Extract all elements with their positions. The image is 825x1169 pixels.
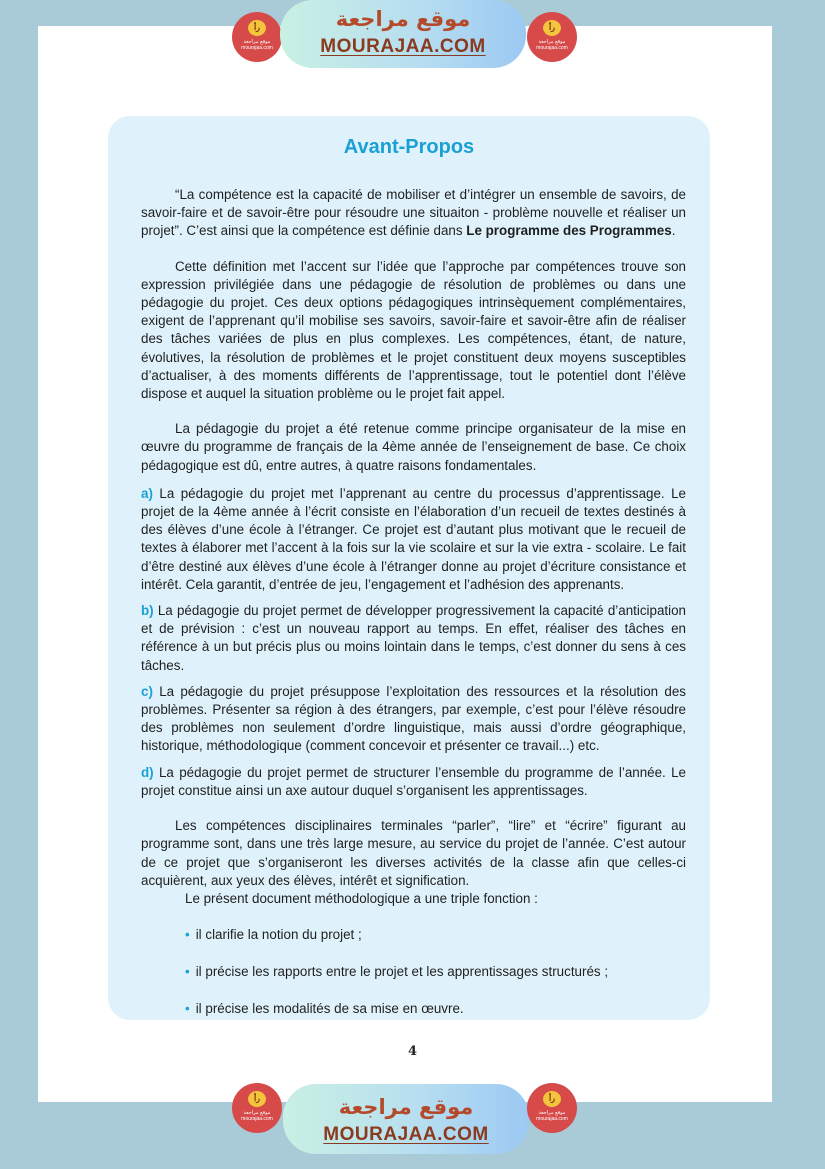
paragraph-bold-text: Le programme des Programmes xyxy=(466,223,672,239)
bullet-text: il précise les rapports entre le projet et les apprentissages structurés ; xyxy=(195,964,609,980)
page-number: 4 xyxy=(407,1044,418,1059)
document-body xyxy=(141,186,686,1036)
bullet-dot-icon: • xyxy=(185,1001,190,1017)
logo-arabic-text: موقع مراجعة xyxy=(243,39,271,45)
bullet-dot-icon: • xyxy=(185,927,190,943)
reason-item-b xyxy=(141,602,686,675)
paragraph-project-choice: La pédagogie du projet a été retenue comme principe organisateur de la mise en œuvre du programme de français de la 4ème année de l’enseignement de base. Ce choix pédagogique est dû, entre autres, à quatre raisons fondamentales. xyxy=(141,421,686,473)
logo-domain-text: mourajaa.com xyxy=(241,1116,273,1122)
site-arabic-name: موقع مراجعة xyxy=(335,7,471,31)
reason-label: d) xyxy=(141,764,154,780)
bullet-item xyxy=(141,925,686,945)
paragraph-text: “La compétence est la capacité de mobiliser et d’intégrer un ensemble de savoirs, de savoir-faire et de savoir-être pour résoudre une situaiton - problème nouvelle et réaliser un projet”. C’est ainsi que la compétence est définie dans xyxy=(141,187,686,239)
site-logo-top-right[interactable] xyxy=(527,12,577,62)
site-banner-top[interactable] xyxy=(280,0,526,68)
logo-badge: رأ xyxy=(248,1091,266,1107)
logo-domain-text: mourajaa.com xyxy=(536,45,568,51)
reason-item-a xyxy=(141,485,686,594)
reason-label: b) xyxy=(141,603,154,619)
paragraph-definition xyxy=(141,186,686,241)
reason-item-d xyxy=(141,764,686,800)
reason-item-c xyxy=(141,683,686,756)
logo-domain-text: mourajaa.com xyxy=(241,45,273,51)
bullet-dot-icon: • xyxy=(185,964,190,980)
logo-badge: رأ xyxy=(543,20,561,36)
reason-label: c) xyxy=(141,683,153,699)
logo-domain-text: mourajaa.com xyxy=(536,1116,568,1122)
site-logo-bottom-left[interactable] xyxy=(232,1083,282,1133)
page-title: Avant-Propos xyxy=(343,136,475,158)
reason-text: La pédagogie du projet met l’apprenant au centre du processus d’apprentissage. Le projet de la 4ème année à l’écrit consiste en l’élaboration d’un recueil de textes destinés à des élèves d’une école à l’étranger. Ce projet est d’autant plus motivant que le recueil de textes à élaborer met l’accent à la fois sur la vie scolaire et sur la vie extra - scolaire. Le fait d’être destiné aux élèves d’une école à l’étranger donne au projet d’écriture consistance et intérêt. Cela garantit, d’entrée de jeu, l’engagement et l’adhésion des apprenants. xyxy=(141,485,686,592)
logo-arabic-text: موقع مراجعة xyxy=(538,39,566,45)
paragraph-approach: Cette définition met l’accent sur l’idée que l’approche par compétences trouve son expression privilégiée dans une pédagogie de résolution de problèmes ou dans une pédagogie du projet. Ces deux options pédagogiques intrinsèquement complémentaires, exigent de l’apprenant qu’il mobilise ses savoirs, savoir-faire et savoir-être afin de réaliser des tâches variées de plus en plus complexes. Les compétences, étant, de nature, évolutives, la résolution de problèmes et le projet constituent deux moyens susceptibles d’actualiser, à des moments différents de l’apprentissage, tout le potentiel dont l’élève dispose et auquel la situation problème ou le projet fait appel. xyxy=(141,258,686,402)
bullet-text: il clarifie la notion du projet ; xyxy=(195,927,362,943)
site-logo-bottom-right[interactable] xyxy=(527,1083,577,1133)
logo-badge: رأ xyxy=(248,20,266,36)
bullet-text: il précise les modalités de sa mise en œuvre. xyxy=(195,1001,464,1017)
reason-text: La pédagogie du projet permet de développer progressivement la capacité d’anticipation et de prévision : c’est un nouveau rapport au temps. En effet, réaliser des tâches en référence à un but précis plus ou moins lointain dans le temps, c’est donner du sens à ces tâches. xyxy=(141,603,686,673)
bullet-item xyxy=(141,962,686,982)
logo-arabic-text: موقع مراجعة xyxy=(243,1110,271,1116)
reason-text: La pédagogie du projet permet de structurer l’ensemble du programme de l’année. Le projet constitue ainsi un axe autour duquel s’organisent les apprentissages. xyxy=(141,764,686,798)
paragraph-end: . xyxy=(671,223,676,239)
content-card xyxy=(108,116,710,1020)
site-banner-bottom[interactable] xyxy=(283,1084,529,1154)
site-latin-name[interactable]: MOURAJAA.COM xyxy=(323,1124,489,1145)
bullet-item xyxy=(141,999,686,1019)
logo-arabic-text: موقع مراجعة xyxy=(538,1110,566,1116)
site-latin-name[interactable]: MOURAJAA.COM xyxy=(320,36,486,57)
paragraph-competences: Les compétences disciplinaires terminales “parler”, “lire” et “écrire” figurant au programme sont, dans une très large mesure, au service du projet de l’année. C’est autour de ce projet que s’organiseront les diverses activités de la classe afin que celles-ci acquièrent, aux yeux des élèves, intérêt et signification. xyxy=(141,818,686,888)
paragraph-triple-function: Le présent document méthodologique a une triple fonction : xyxy=(185,890,538,906)
reason-label: a) xyxy=(141,485,153,501)
site-arabic-name: موقع مراجعة xyxy=(338,1095,474,1119)
reason-text: La pédagogie du projet présuppose l’exploitation des ressources et la résolution des problèmes. Présenter sa région à des étrangers, par exemple, c’est pour l’élève résoudre des problèmes non seulement d’ordre linguistique, mais aussi d’ordre géographique, historique, méthodologique (comment concevoir et présenter ce travail...) etc. xyxy=(141,683,686,754)
site-logo-top-left[interactable] xyxy=(232,12,282,62)
logo-badge: رأ xyxy=(543,1091,561,1107)
